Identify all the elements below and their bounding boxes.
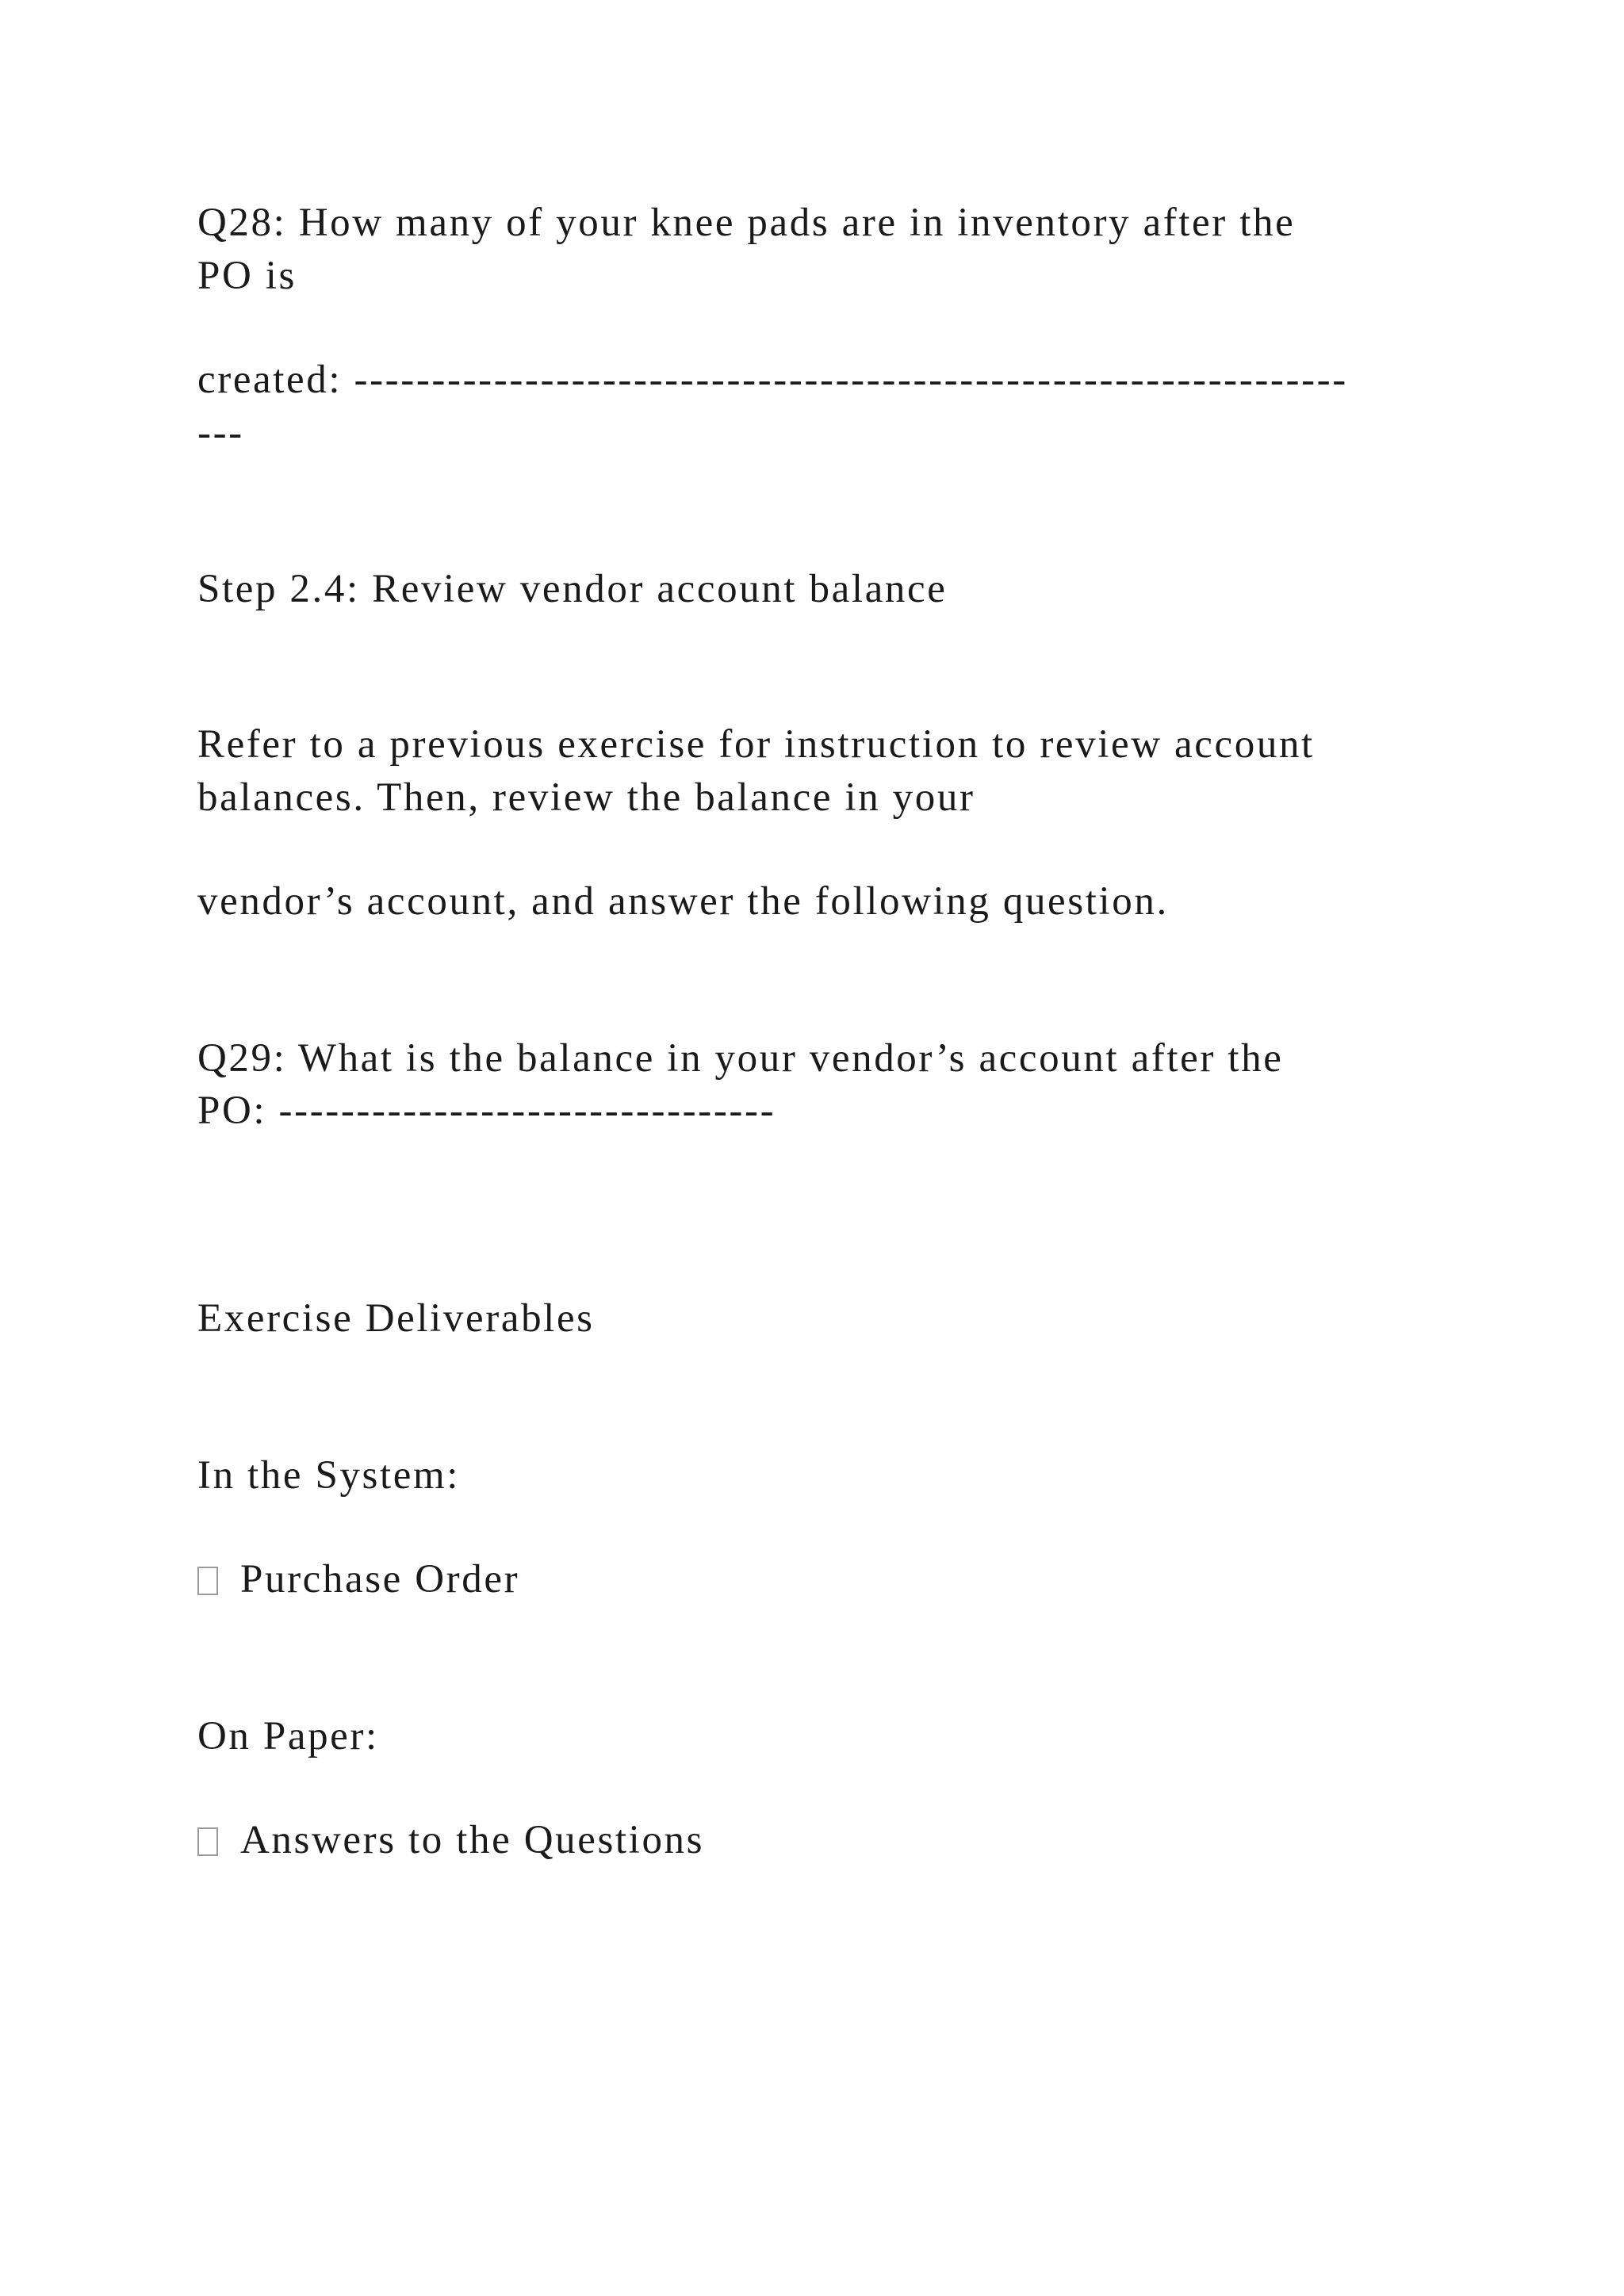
exercise-deliverables-heading: Exercise Deliverables [197,1296,595,1341]
refer-line-2: balances. Then, review the balance in your [197,775,975,820]
refer-line-1: Refer to a previous exercise for instruction to review account [197,722,1315,767]
in-the-system-label: In the System: [197,1453,461,1498]
q28-line-2: PO is [197,254,297,298]
q28-line-3: created: ---------------------------------------------------------------- [197,358,1348,402]
q29-line-1: Q29: What is the balance in your vendor’s account after the [197,1036,1284,1081]
purchase-order-text: Purchase Order [240,1557,520,1601]
q29-line-2: PO: -------------------------------- [197,1089,776,1133]
on-paper-label: On Paper: [197,1714,379,1758]
q28-line-4: --- [197,411,244,455]
bullet-box-icon [197,1827,218,1856]
answers-text: Answers to the Questions [240,1818,705,1862]
q28-line-1: Q28: How many of your knee pads are in inventory after the [197,201,1296,245]
purchase-order-item [197,1553,519,1605]
answers-item [197,1814,704,1866]
refer-line-3: vendor’s account, and answer the following question. [197,879,1169,924]
bullet-box-icon [197,1567,218,1595]
step-2-4-heading: Step 2.4: Review vendor account balance [197,567,948,611]
